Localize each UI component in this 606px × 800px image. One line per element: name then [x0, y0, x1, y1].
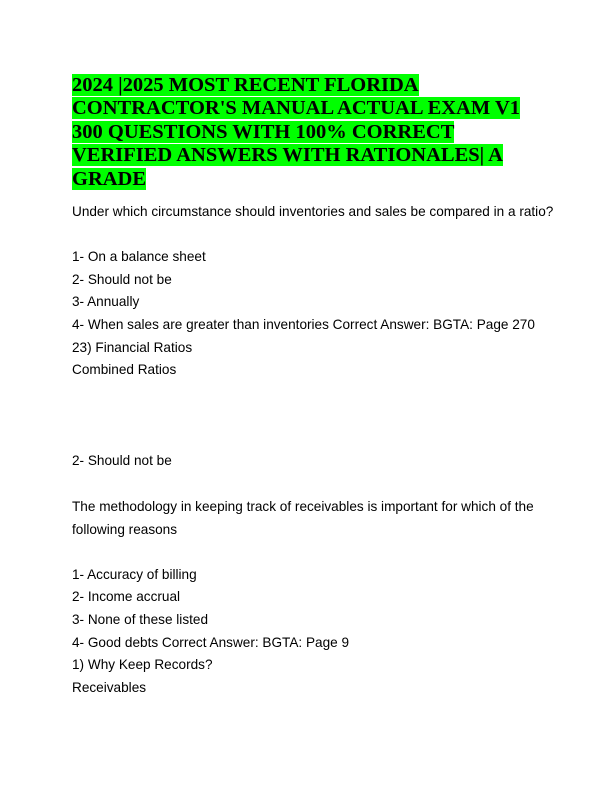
question-1-option-4: 4- When sales are greater than inventories Correct Answer: BGTA: Page 270: [72, 316, 535, 332]
title-line-2: CONTRACTOR'S MANUAL ACTUAL EXAM V1: [72, 97, 521, 120]
title-line-4: VERIFIED ANSWERS WITH RATIONALES| A: [72, 144, 503, 167]
document-title: [72, 74, 542, 191]
question-2-option-3: 3- None of these listed: [72, 611, 209, 627]
question-2-topic: Receivables: [72, 679, 147, 695]
title-line-1: 2024 |2025 MOST RECENT FLORIDA: [72, 74, 419, 96]
question-2-option-4: 4- Good debts Correct Answer: BGTA: Page 9: [72, 634, 350, 650]
question-1-option-2: 2- Should not be: [72, 271, 172, 287]
question-2-text-line-2: following reasons: [72, 521, 178, 537]
question-1-option-3: 3- Annually: [72, 294, 140, 310]
title-line-5: GRADE: [72, 167, 147, 190]
question-1-option-1: 1- On a balance sheet: [72, 249, 206, 265]
title-line-3: 300 QUESTIONS WITH 100% CORRECT: [72, 120, 455, 143]
question-2-option-2: 2- Income accrual: [72, 589, 181, 605]
question-1-block: [72, 201, 553, 382]
question-2-reference: 1) Why Keep Records?: [72, 657, 213, 673]
question-2-block: [72, 496, 534, 699]
question-1-text: Under which circumstance should inventories and sales be compared in a ratio?: [72, 204, 554, 219]
question-1-answer: 2- Should not be: [72, 453, 172, 468]
question-1-answer-block: [72, 450, 172, 473]
question-2-option-1: 1- Accuracy of billing: [72, 566, 197, 582]
question-2-text-line-1: The methodology in keeping track of receivables is important for which of the: [72, 499, 534, 514]
question-1-topic: Combined Ratios: [72, 362, 177, 378]
question-1-reference: 23) Financial Ratios: [72, 339, 193, 355]
